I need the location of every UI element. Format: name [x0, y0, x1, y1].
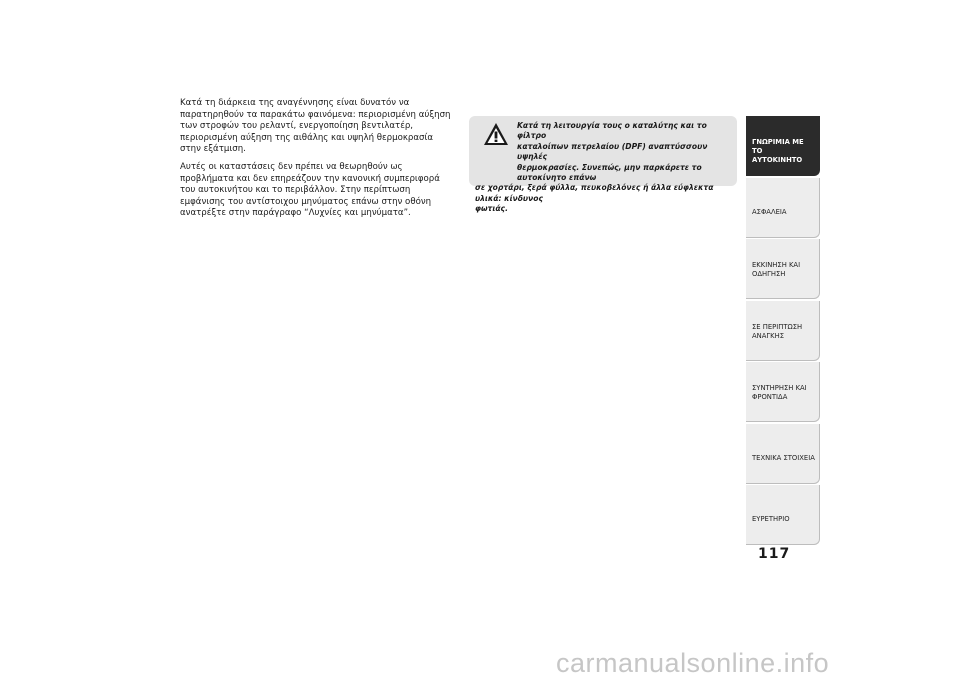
tab-starting-and-driving[interactable] — [746, 239, 820, 299]
tab-maintenance-and-care[interactable] — [746, 362, 820, 422]
tab-technical-specifications[interactable] — [746, 424, 820, 484]
body-paragraph: Κατά τη διάρκεια της αναγέννησης είναι δυνατόν να παρατηρηθούν τα παρακάτω φαινόμενα: περιορισμένη αύξηση των στροφών του ρελαντί, ενεργοποίηση βεντιλατέρ, περιορισμένη αύξηση της αιθάλης και υψηλή θερμοκρασία στην εξάτμιση. — [180, 98, 451, 155]
warning-text — [475, 121, 730, 215]
warning-line: σε χορτάρι, ξερά φύλλα, πευκοβελόνες ή άλλα εύφλεκτα υλικά: κίνδυνος — [475, 183, 714, 203]
tab-label: ΕΥΡΕΤΗΡΙΟ — [752, 515, 790, 523]
tab-label: ΑΝΑΓΚΗΣ — [752, 331, 785, 340]
tab-in-an-emergency[interactable] — [746, 301, 820, 361]
warning-line: Κατά τη λειτουργία τους ο καταλύτης και το φίλτρο — [517, 121, 707, 141]
tab-label: ΤΕΧΝΙΚΑ ΣΤΟΙΧΕΙΑ — [752, 453, 815, 462]
tab-label: ΑΣΦΑΛΕΙΑ — [752, 207, 787, 216]
tab-label: ΑΥΤΟΚΙΝΗΤΟ — [752, 156, 803, 164]
tab-label: ΦΡΟΝΤΙΔΑ — [752, 393, 788, 401]
tab-getting-to-know-the-car[interactable] — [746, 116, 820, 176]
warning-box — [469, 116, 737, 214]
chapter-tabs — [746, 116, 820, 547]
body-paragraph: Αυτές οι καταστάσεις δεν πρέπει να θεωρηθούν ως προβλήματα και δεν επηρεάζουν την κανονική συμπεριφορά του αυτοκινήτου και το περιβάλλον. Στην περίπτωση εμφάνισης του αντίστοιχου μηνύματος επάνω στην οθόνη ανατρέξτε στην παράγραφο “Λυχνίες και μηνύματα”. — [180, 161, 440, 219]
tab-label: ΓΝΩΡΙΜΙΑ ΜΕ ΤΟ — [752, 138, 804, 155]
warning-line: φωτιάς. — [475, 204, 508, 214]
page-number: 117 — [758, 546, 791, 562]
tab-safety[interactable] — [746, 178, 820, 238]
tab-label: ΣΥΝΤΗΡΗΣΗ ΚΑΙ — [752, 384, 807, 392]
watermark: carmanualsonline.info — [556, 648, 830, 678]
warning-line: καταλοίπων πετρελαίου (DPF) αναπτύσσουν υψηλές — [517, 141, 708, 162]
tab-index[interactable] — [746, 485, 820, 545]
tab-label: ΣΕ ΠΕΡΙΠΤΩΣΗ — [752, 322, 803, 331]
body-text — [180, 98, 455, 226]
tab-label: ΕΚΚΙΝΗΣΗ ΚΑΙ — [752, 261, 801, 269]
tab-label: ΟΔΗΓΗΣΗ — [752, 270, 786, 278]
warning-line: θερμοκρασίες. Συνεπώς, μην παρκάρετε το αυτοκίνητο επάνω — [517, 162, 702, 183]
